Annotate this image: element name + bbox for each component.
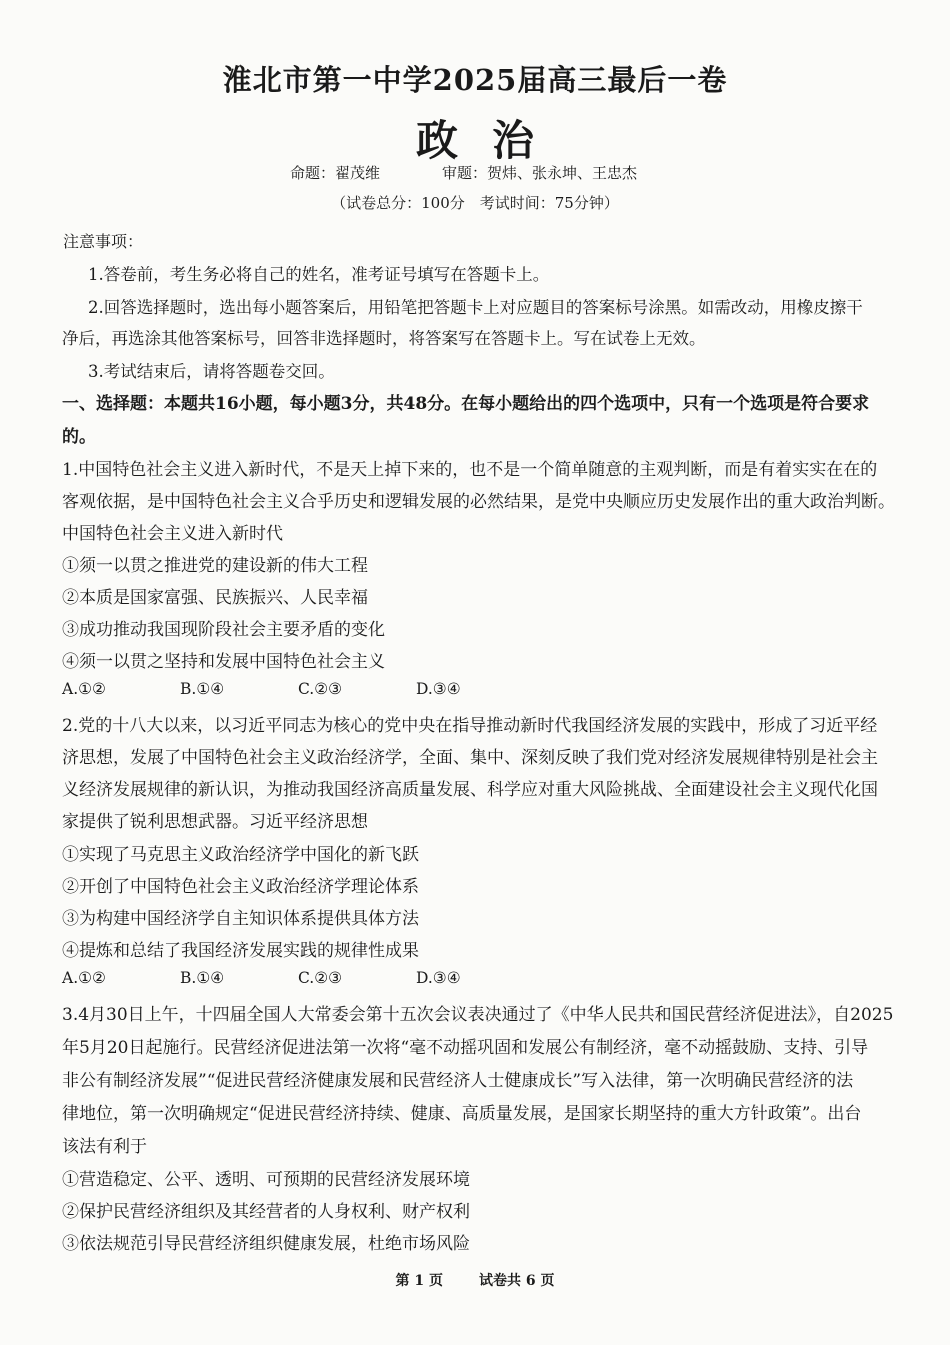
q1-option-a: A.①② xyxy=(62,680,106,698)
q3-stem: 年5月20日起施行。民营经济促进法第一次将“毫不动摇巩固和发展公有制经济，毫不动摇鼓励、支持、引导 xyxy=(62,1038,869,1058)
q1-item: ④须一以贯之坚持和发展中国特色社会主义 xyxy=(62,652,385,672)
q3-stem: 3.4月30日上午，十四届全国人大常委会第十五次会议表决通过了《中华人民共和国民营经济促进法》，自2025 xyxy=(62,1005,894,1025)
q1-option-c: C.②③ xyxy=(298,680,343,698)
q2-option-a: A.①② xyxy=(62,969,106,987)
q1-stem: 客观依据，是中国特色社会主义合乎历史和逻辑发展的必然结果，是党中央顺应历史发展作出的重大政治判断。 xyxy=(62,492,895,512)
q2-stem: 家提供了锐利思想武器。习近平经济思想 xyxy=(62,812,368,832)
q1-stem: 1.中国特色社会主义进入新时代，不是天上掉下来的，也不是一个简单随意的主观判断，而是有着实实在在的 xyxy=(62,460,878,480)
q2-option-c: C.②③ xyxy=(298,969,343,987)
q3-stem: 非公有制经济发展”“促进民营经济健康发展和民营经济人士健康成长”写入法律，第一次明确民营经济的法 xyxy=(62,1071,854,1091)
q3-stem: 律地位，第一次明确规定“促进民营经济持续、健康、高质量发展，是国家长期坚持的重大方针政策”。出台 xyxy=(62,1104,862,1124)
q2-option-b: B.①④ xyxy=(180,969,225,987)
q2-item: ④提炼和总结了我国经济发展实践的规律性成果 xyxy=(62,941,419,961)
q1-item: ③成功推动我国现阶段社会主要矛盾的变化 xyxy=(62,620,385,640)
proposer: 命题：翟茂维 xyxy=(290,164,381,182)
q2-stem: 2.党的十八大以来，以习近平同志为核心的党中央在指导推动新时代我国经济发展的实践中，形成了习近平经 xyxy=(62,716,878,736)
q1-stem: 中国特色社会主义进入新时代 xyxy=(62,524,283,544)
q1-option-b: B.①④ xyxy=(180,680,225,698)
q1-options xyxy=(62,680,534,698)
subject-title: 政治 xyxy=(415,116,568,165)
q2-options xyxy=(62,969,534,987)
q1-item: ①须一以贯之推进党的建设新的伟大工程 xyxy=(62,556,368,576)
section-heading: 一、选择题：本题共16小题，每小题3分，共48分。在每小题给出的四个选项中，只有一个选项是符合要求 xyxy=(62,394,870,414)
notice-item: 3.考试结束后，请将答题卷交回。 xyxy=(88,362,335,381)
notice-item: 2.回答选择题时，选出每小题答案后，用铅笔把答题卡上对应题目的答案标号涂黑。如需改动，用橡皮擦干 xyxy=(88,298,863,317)
reviewers: 审题：贺炜、张永坤、王忠杰 xyxy=(442,164,638,182)
q2-stem: 济思想，发展了中国特色社会主义政治经济学，全面、集中、深刻反映了我们党对经济发展规律特别是社会主 xyxy=(62,748,878,768)
section-heading-cont: 的。 xyxy=(62,427,96,447)
notice-item: 净后，再选涂其他答案标号，回答非选择题时，将答案写在答题卡上。写在试卷上无效。 xyxy=(62,329,706,348)
q3-stem: 该法有利于 xyxy=(62,1137,147,1157)
q3-item: ①营造稳定、公平、透明、可预期的民营经济发展环境 xyxy=(62,1170,470,1190)
q3-item: ③依法规范引导民营经济组织健康发展，杜绝市场风险 xyxy=(62,1234,470,1254)
authors-line xyxy=(290,162,637,183)
page-number: 第 1 页 xyxy=(395,1273,443,1289)
notice-title: 注意事项： xyxy=(63,232,144,251)
score-time: （试卷总分：100分 考试时间：75分钟） xyxy=(331,194,619,212)
q3-item: ②保护民营经济组织及其经营者的人身权利、财产权利 xyxy=(62,1202,470,1222)
q2-stem: 义经济发展规律的新认识，为推动我国经济高质量发展、科学应对重大风险挑战、全面建设社会主义现代化国 xyxy=(62,780,878,800)
q2-item: ②开创了中国特色社会主义政治经济学理论体系 xyxy=(62,877,419,897)
q2-item: ①实现了马克思主义政治经济学中国化的新飞跃 xyxy=(62,845,419,865)
q1-item: ②本质是国家富强、民族振兴、人民幸福 xyxy=(62,588,368,608)
notice-item: 1.答卷前，考生务必将自己的姓名，准考证号填写在答题卡上。 xyxy=(88,265,550,284)
q2-option-d: D.③④ xyxy=(416,969,461,987)
q1-option-d: D.③④ xyxy=(416,680,461,698)
school-title: 淮北市第一中学2025届高三最后一卷 xyxy=(222,63,728,97)
page-footer xyxy=(0,1270,950,1290)
q2-item: ③为构建中国经济学自主知识体系提供具体方法 xyxy=(62,909,419,929)
page-total: 试卷共 6 页 xyxy=(479,1273,555,1289)
